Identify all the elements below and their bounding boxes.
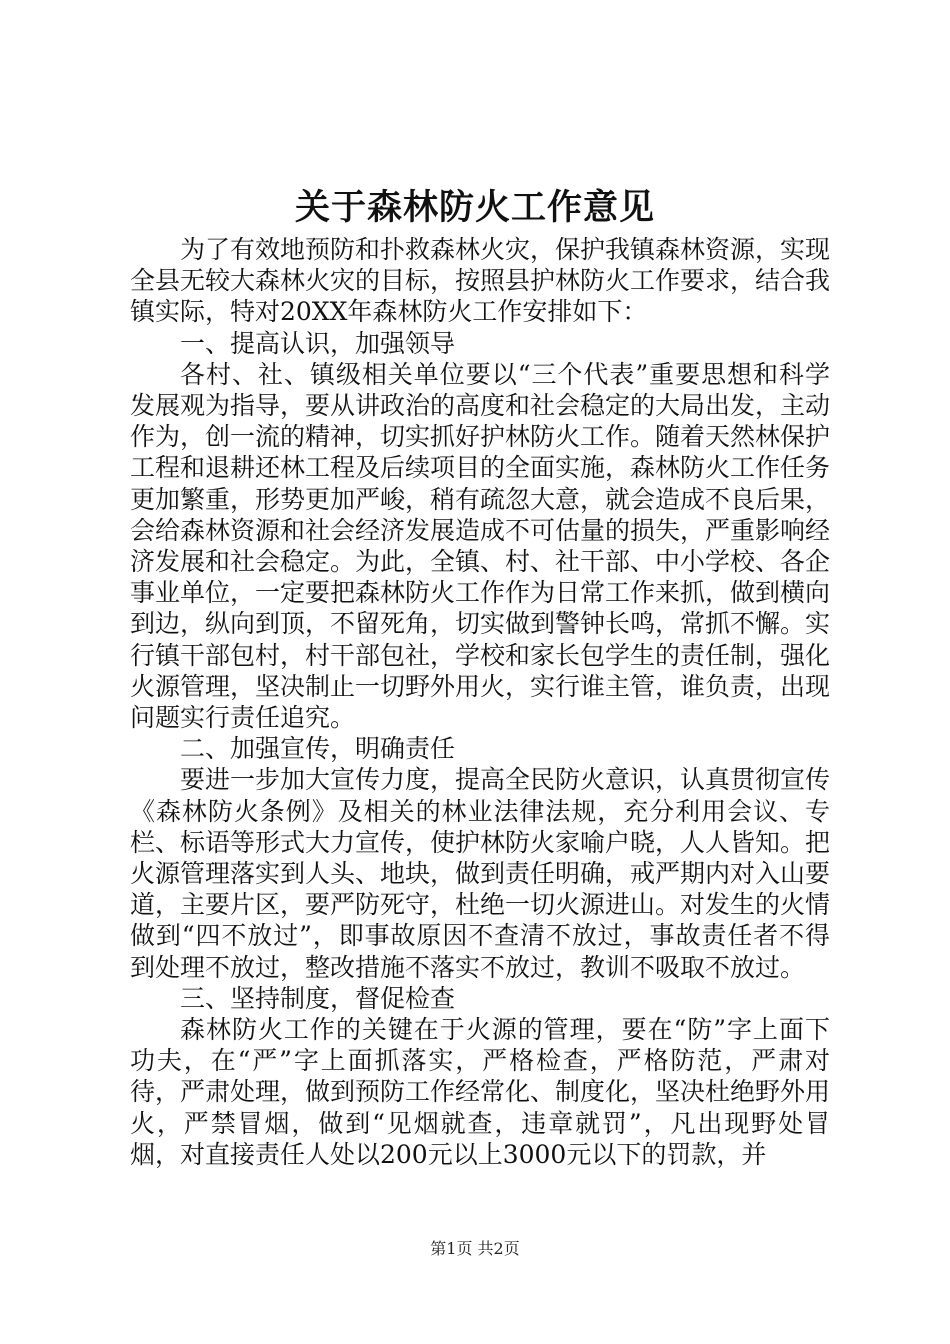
section-heading-2: 二、加强宣传，明确责任 [180,734,456,764]
document-body [130,234,830,1170]
section-paragraph-3: 森林防火工作的关键在于火源的管理，要在“防”字上面下功夫，在“严”字上面抓落实，严格检查，严格防范，严肃对待，严肃处理，做到预防工作经常化、制度化，坚决杜绝野外用火，严禁冒烟，做到“见烟就查，违章就罚”，凡出现野处冒烟，对直接责任人处以200元以上3000元以下的罚款，并 [130,1015,831,1169]
section-heading-3: 三、坚持制度，督促检查 [180,983,456,1013]
section-paragraph-2: 要进一步加大宣传力度，提高全民防火意识，认真贯彻宣传《森林防火条例》及相关的林业法律法规，充分利用会议、专栏、标语等形式大力宣传，使护林防火家喻户晓，人人皆知。把火源管理落实到人头、地块，做到责任明确，戒严期内对入山要道，主要片区，要严防死守，杜绝一切火源进山。对发生的火情做到“四不放过”，即事故原因不查清不放过，事故责任者不得到处理不放过，整改措施不落实不放过，教训不吸取不放过。 [130,765,831,982]
intro-paragraph: 为了有效地预防和扑救森林火灾，保护我镇森林资源，实现全县无较大森林火灾的目标，按照县护林防火工作要求，结合我镇实际，特对20XX年森林防火工作安排如下： [130,235,831,327]
document-title: 关于森林防火工作意见 [294,188,655,228]
section-heading-1: 一、提高认识，加强领导 [180,328,456,358]
section-paragraph-1: 各村、社、镇级相关单位要以“三个代表”重要思想和科学发展观为指导，要从讲政治的高度和社会稳定的大局出发，主动作为，创一流的精神，切实抓好护林防火工作。随着天然林保护工程和退耕还林工程及后续项目的全面实施，森林防火工作任务更加繁重，形势更加严峻，稍有疏忽大意，就会造成不良后果，会给森林资源和社会经济发展造成不可估量的损失，严重影响经济发展和社会稳定。为此，全镇、村、社干部、中小学校、各企事业单位，一定要把森林防火工作作为日常工作来抓，做到横向到边，纵向到顶，不留死角，切实做到警钟长鸣，常抓不懈。实行镇干部包村，村干部包社，学校和家长包学生的责任制，强化火源管理，坚决制止一切野外用火，实行谁主管，谁负责，出现问题实行责任追究。 [130,359,831,733]
page-footer: 第1页 共2页 [430,1239,520,1258]
